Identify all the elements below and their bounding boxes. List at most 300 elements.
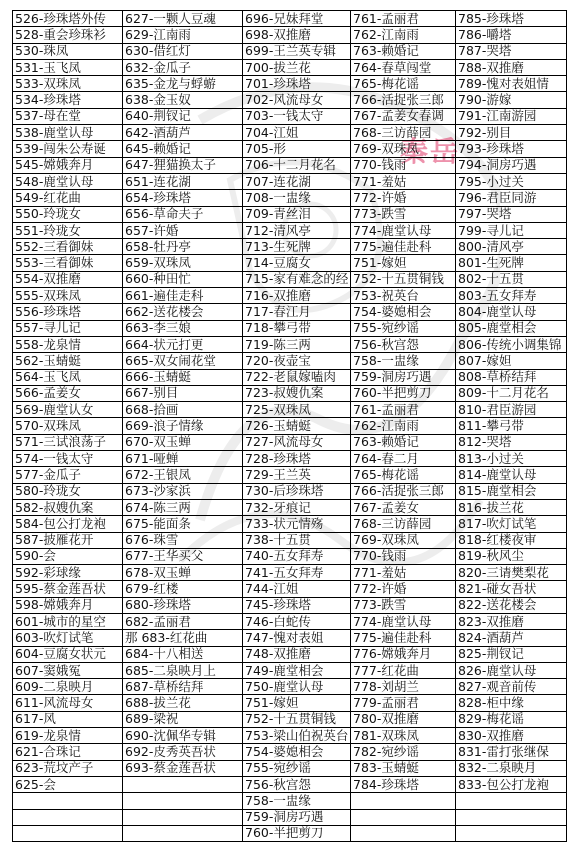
table-cell: 534-珍珠塔 — [13, 92, 123, 108]
table-cell: 698-双推磨 — [243, 27, 351, 43]
table-cell: 629-江南雨 — [123, 27, 243, 43]
table-cell: 756-秋宫怨 — [243, 776, 351, 792]
table-row — [13, 222, 567, 238]
table-cell: 702-风流母女 — [243, 92, 351, 108]
table-cell: 545-嫦娥奔月 — [13, 157, 123, 173]
table-cell: 759-洞房巧遇 — [243, 809, 351, 825]
table-cell: 682-孟丽君 — [123, 613, 243, 629]
table-cell: 669-浪子情缘 — [123, 418, 243, 434]
table-cell: 537-母在堂 — [13, 108, 123, 124]
table-cell: 755-宛纱谣 — [243, 760, 351, 776]
table-cell: 833-包公打龙袍 — [456, 776, 567, 792]
table-cell: 755-宛纱谣 — [351, 320, 456, 336]
table-row — [13, 239, 567, 255]
table-cell: 812-哭塔 — [456, 434, 567, 450]
table-cell: 668-拾画 — [123, 402, 243, 418]
table-cell: 758-一盅缘 — [351, 353, 456, 369]
table-cell: 799-寻儿记 — [456, 222, 567, 238]
table-cell: 760-半把剪刀 — [351, 385, 456, 401]
table-cell: 797-哭塔 — [456, 206, 567, 222]
table-cell: 680-珍珠塔 — [123, 597, 243, 613]
table-cell: 759-洞房巧遇 — [351, 369, 456, 385]
table-cell: 570-双珠凤 — [13, 418, 123, 434]
table-cell: 587-披雁花开 — [13, 532, 123, 548]
table-cell: 758-一盅缘 — [243, 793, 351, 809]
table-cell: 693-蔡金莲吾状 — [123, 760, 243, 776]
table-row — [13, 662, 567, 678]
table-cell: 756-秋宫怨 — [351, 336, 456, 352]
table-cell: 675-能面条 — [123, 516, 243, 532]
table-cell: 708-一盅缘 — [243, 190, 351, 206]
table-row — [13, 336, 567, 352]
table-cell: 645-赖婚记 — [123, 141, 243, 157]
table-cell: 816-拔兰花 — [456, 499, 567, 515]
table-cell: 810-君臣游园 — [456, 402, 567, 418]
table-row — [13, 11, 567, 27]
table-cell: 820-三请樊梨花 — [456, 565, 567, 581]
table-cell: 754-婆媳相会 — [351, 304, 456, 320]
table-cell: 619-龙泉情 — [13, 728, 123, 744]
table-cell: 822-送花楼会 — [456, 597, 567, 613]
table-cell: 763-赖婚记 — [351, 434, 456, 450]
table-cell: 729-王兰英 — [243, 467, 351, 483]
table-row — [13, 646, 567, 662]
table-cell: 696-兄妹拜堂 — [243, 11, 351, 27]
table-cell: 764-春二月 — [351, 451, 456, 467]
table-cell: 728-珍珠塔 — [243, 451, 351, 467]
table-cell: 747-愧对表姐 — [243, 630, 351, 646]
table-cell: 725-双珠凤 — [243, 402, 351, 418]
table-cell: 723-叔嫂仇案 — [243, 385, 351, 401]
table-cell: 726-玉蜻蜓 — [243, 418, 351, 434]
table-cell — [123, 825, 243, 841]
table-cell: 684-十八相送 — [123, 646, 243, 662]
table-row — [13, 369, 567, 385]
table-cell: 582-叔嫂仇案 — [13, 499, 123, 515]
table-cell — [351, 825, 456, 841]
table-cell: 673-沙家浜 — [123, 483, 243, 499]
table-cell: 526-珍珠塔外传 — [13, 11, 123, 27]
table-cell: 781-双珠凤 — [351, 728, 456, 744]
table-cell: 603-吹灯试笔 — [13, 630, 123, 646]
table-cell: 790-游嫁 — [456, 92, 567, 108]
table-cell: 663-李三娘 — [123, 320, 243, 336]
table-cell: 592-彩球缘 — [13, 565, 123, 581]
table-cell: 771-羞姑 — [351, 565, 456, 581]
watermark-stamp: 秦岳 — [400, 135, 461, 168]
table-row — [13, 532, 567, 548]
table-cell: 752-十五贯铜钱 — [243, 711, 351, 727]
table-cell: 821-碰女吾状 — [456, 581, 567, 597]
table-cell — [13, 825, 123, 841]
table-cell: 730-后珍珠塔 — [243, 483, 351, 499]
table-cell: 621-合珠记 — [13, 744, 123, 760]
table-cell: 766-活捉张三郎 — [351, 92, 456, 108]
table-cell: 713-生死牌 — [243, 239, 351, 255]
table-cell: 549-红花曲 — [13, 190, 123, 206]
table-cell: 752-十五贯铜钱 — [351, 271, 456, 287]
table-cell: 719-陈三两 — [243, 336, 351, 352]
table-row — [13, 418, 567, 434]
table-row — [13, 402, 567, 418]
table-cell: 814-鹿堂认母 — [456, 467, 567, 483]
table-cell: 552-三看御妹 — [13, 239, 123, 255]
table-cell: 566-孟姜女 — [13, 385, 123, 401]
table-cell: 830-双推磨 — [456, 728, 567, 744]
table-cell: 785-珍珠塔 — [456, 11, 567, 27]
table-cell: 789-愧对表姐情 — [456, 76, 567, 92]
table-cell: 826-鹿堂认母 — [456, 662, 567, 678]
table-cell: 716-双推磨 — [243, 288, 351, 304]
table-cell: 782-宛纱谣 — [351, 744, 456, 760]
table-cell: 642-酒葫芦 — [123, 125, 243, 141]
table-row — [13, 255, 567, 271]
table-cell: 657-许婚 — [123, 222, 243, 238]
table-row — [13, 728, 567, 744]
table-cell: 784-珍珠塔 — [351, 776, 456, 792]
table-row — [13, 271, 567, 287]
table-cell: 764-春草闯堂 — [351, 59, 456, 75]
table-cell: 791-江南游园 — [456, 108, 567, 124]
table-cell: 776-嫦娥奔月 — [351, 646, 456, 662]
table-cell: 718-攀弓带 — [243, 320, 351, 336]
table-cell: 771-羞姑 — [351, 173, 456, 189]
table-row — [13, 108, 567, 124]
table-cell: 761-孟丽君 — [351, 11, 456, 27]
table-row — [13, 613, 567, 629]
table-cell: 664-状元打更 — [123, 336, 243, 352]
table-cell: 751-嫁妲 — [351, 255, 456, 271]
table-cell: 700-拔兰花 — [243, 59, 351, 75]
table-cell: 770-钱雨 — [351, 157, 456, 173]
table-cell: 554-双推磨 — [13, 271, 123, 287]
table-cell: 580-玲珑女 — [13, 483, 123, 499]
table-cell: 555-双珠凤 — [13, 288, 123, 304]
table-row — [13, 581, 567, 597]
table-cell: 617-风 — [13, 711, 123, 727]
table-cell: 609-二泉映月 — [13, 679, 123, 695]
table-cell: 773-跌雪 — [351, 206, 456, 222]
table-cell: 551-玲珑女 — [13, 222, 123, 238]
table-cell: 714-豆腐女 — [243, 255, 351, 271]
table-cell: 795-小过关 — [456, 173, 567, 189]
table-cell: 720-夜壶宝 — [243, 353, 351, 369]
table-cell: 738-十五贯 — [243, 532, 351, 548]
table-cell: 625-会 — [13, 776, 123, 792]
table-cell: 712-清风亭 — [243, 222, 351, 238]
table-cell: 767-孟姜女 — [351, 499, 456, 515]
table-cell: 533-双珠凤 — [13, 76, 123, 92]
table-cell: 825-荆钗记 — [456, 646, 567, 662]
table-cell: 658-牡丹亭 — [123, 239, 243, 255]
table-cell: 611-风流母女 — [13, 695, 123, 711]
table-cell: 775-遍佳赴科 — [351, 239, 456, 255]
table-cell: 754-婆媳相会 — [243, 744, 351, 760]
table-cell: 779-孟丽君 — [351, 695, 456, 711]
table-row — [13, 467, 567, 483]
table-cell: 670-双玉蝉 — [123, 434, 243, 450]
table-cell: 763-赖婚记 — [351, 43, 456, 59]
table-cell: 687-草桥结拜 — [123, 679, 243, 695]
table-row — [13, 76, 567, 92]
table-cell: 623-荒坟产子 — [13, 760, 123, 776]
table-cell: 809-十二月花名 — [456, 385, 567, 401]
table-cell: 665-双女闹花堂 — [123, 353, 243, 369]
table-cell: 753-梁山伯祝英台 — [243, 728, 351, 744]
table-cell: 638-金玉奴 — [123, 92, 243, 108]
table-cell: 824-酒葫芦 — [456, 630, 567, 646]
table-cell: 717-春江月 — [243, 304, 351, 320]
table-cell: 627-一颗人豆魂 — [123, 11, 243, 27]
table-cell: 722-老鼠嫁嗑肉 — [243, 369, 351, 385]
table-cell: 689-梁祝 — [123, 711, 243, 727]
table-cell: 818-红楼夜审 — [456, 532, 567, 548]
table-cell: 787-哭塔 — [456, 43, 567, 59]
table-cell: 760-半把剪刀 — [243, 825, 351, 841]
table-row — [13, 695, 567, 711]
table-cell: 699-王兰英专辑 — [243, 43, 351, 59]
table-cell: 815-鹿堂相会 — [456, 483, 567, 499]
table-cell: 539-闯朱公寿诞 — [13, 141, 123, 157]
table-cell: 654-珍珠塔 — [123, 190, 243, 206]
table-cell: 548-鹿堂认母 — [13, 173, 123, 189]
table-cell: 595-蔡金莲吾状 — [13, 581, 123, 597]
table-cell: 768-三访薛园 — [351, 125, 456, 141]
table-cell: 828-柜中缘 — [456, 695, 567, 711]
table-cell: 823-双推磨 — [456, 613, 567, 629]
table-cell: 783-玉蜻蜓 — [351, 760, 456, 776]
table-cell: 703-一钱太守 — [243, 108, 351, 124]
table-row — [13, 451, 567, 467]
table-cell: 651-连花湖 — [123, 173, 243, 189]
table-cell: 661-遍佳走科 — [123, 288, 243, 304]
table-cell: 765-梅花谣 — [351, 76, 456, 92]
table-row — [13, 92, 567, 108]
table-row — [13, 630, 567, 646]
table-cell: 802-十五贯 — [456, 271, 567, 287]
table-cell: 564-玉飞凤 — [13, 369, 123, 385]
table-cell — [351, 809, 456, 825]
table-cell: 607-窦娥冤 — [13, 662, 123, 678]
table-cell: 732-牙痕记 — [243, 499, 351, 515]
table-cell — [456, 793, 567, 809]
table-row — [13, 288, 567, 304]
table-row — [13, 320, 567, 336]
table-cell: 659-双珠凤 — [123, 255, 243, 271]
table-row — [13, 304, 567, 320]
table-cell: 688-拔兰花 — [123, 695, 243, 711]
table-cell: 768-三访薛园 — [351, 516, 456, 532]
table-row — [13, 825, 567, 841]
table-cell: 793-珍珠塔 — [456, 141, 567, 157]
table-row — [13, 59, 567, 75]
table-cell: 780-双推磨 — [351, 711, 456, 727]
table-cell: 553-三看御妹 — [13, 255, 123, 271]
table-row — [13, 809, 567, 825]
table-cell: 569-鹿堂认女 — [13, 402, 123, 418]
table-cell: 666-玉蜻蜓 — [123, 369, 243, 385]
table-cell: 745-珍珠塔 — [243, 597, 351, 613]
table-row — [13, 434, 567, 450]
table-row — [13, 206, 567, 222]
table-cell: 677-王华买父 — [123, 548, 243, 564]
table-cell: 656-草命夫子 — [123, 206, 243, 222]
table-cell: 762-江南雨 — [351, 27, 456, 43]
table-cell: 805-鹿堂相会 — [456, 320, 567, 336]
table-cell: 744-江姐 — [243, 581, 351, 597]
table-cell: 796-君臣同游 — [456, 190, 567, 206]
table-cell: 769-双珠凤 — [351, 532, 456, 548]
table-cell: 762-江南雨 — [351, 418, 456, 434]
table-cell — [456, 809, 567, 825]
table-cell: 772-许婚 — [351, 190, 456, 206]
table-cell: 704-江姐 — [243, 125, 351, 141]
table-row — [13, 141, 567, 157]
table-cell: 678-双玉蝉 — [123, 565, 243, 581]
table-cell: 794-洞房巧遇 — [456, 157, 567, 173]
table-cell: 590-会 — [13, 548, 123, 564]
table-cell: 819-秋风尘 — [456, 548, 567, 564]
table-cell: 832-二泉映月 — [456, 760, 567, 776]
table-cell: 538-鹿堂认母 — [13, 125, 123, 141]
table-cell: 630-借红灯 — [123, 43, 243, 59]
table-cell — [123, 793, 243, 809]
table-row — [13, 190, 567, 206]
table-cell: 808-草桥结拜 — [456, 369, 567, 385]
table-cell: 709-青丝泪 — [243, 206, 351, 222]
table-cell: 674-陈三两 — [123, 499, 243, 515]
table-cell: 601-城市的星空 — [13, 613, 123, 629]
table-cell: 753-祝英台 — [351, 288, 456, 304]
table-cell: 685-二泉映月上 — [123, 662, 243, 678]
table-cell: 772-许婚 — [351, 581, 456, 597]
table-cell: 671-哑蝉 — [123, 451, 243, 467]
table-row — [13, 483, 567, 499]
table-cell — [456, 825, 567, 841]
table-cell: 769-双珠凤 — [351, 141, 456, 157]
table-cell: 662-送花楼会 — [123, 304, 243, 320]
table-row — [13, 516, 567, 532]
table-cell: 786-嚼塔 — [456, 27, 567, 43]
table-row — [13, 565, 567, 581]
table-cell: 774-鹿堂认母 — [351, 222, 456, 238]
table-cell: 807-嫁妲 — [456, 353, 567, 369]
table-cell: 557-寻儿记 — [13, 320, 123, 336]
table-cell — [13, 809, 123, 825]
table-cell: 531-玉飞凤 — [13, 59, 123, 75]
table-cell: 571-三试浪荡子 — [13, 434, 123, 450]
table-row — [13, 125, 567, 141]
table-cell: 813-小过关 — [456, 451, 567, 467]
table-cell: 660-种田忙 — [123, 271, 243, 287]
table-cell: 635-金龙与蜉蝣 — [123, 76, 243, 92]
table-cell — [123, 809, 243, 825]
table-cell: 778-刘胡兰 — [351, 679, 456, 695]
table-cell: 801-生死牌 — [456, 255, 567, 271]
table-cell — [351, 793, 456, 809]
table-cell: 574-一钱太守 — [13, 451, 123, 467]
table-cell: 792-别目 — [456, 125, 567, 141]
table-cell: 632-金瓜子 — [123, 59, 243, 75]
table-cell: 751-嫁妲 — [243, 695, 351, 711]
table-row — [13, 157, 567, 173]
table-cell: 767-孟姜女春调 — [351, 108, 456, 124]
table-cell: 701-珍珠塔 — [243, 76, 351, 92]
table-cell: 640-荆钗记 — [123, 108, 243, 124]
table-cell: 774-鹿堂认母 — [351, 613, 456, 629]
table-cell: 817-吹灯试笔 — [456, 516, 567, 532]
table-row — [13, 711, 567, 727]
table-cell: 788-双推磨 — [456, 59, 567, 75]
table-cell: 750-鹿堂认母 — [243, 679, 351, 695]
table-cell: 766-活捉张三郎 — [351, 483, 456, 499]
table-cell: 530-珠凤 — [13, 43, 123, 59]
table-cell: 679-红楼 — [123, 581, 243, 597]
table-cell: 741-五女拜寿 — [243, 565, 351, 581]
table-cell: 558-龙泉情 — [13, 336, 123, 352]
table-cell: 829-梅花谣 — [456, 711, 567, 727]
table-cell: 676-珠雪 — [123, 532, 243, 548]
table-cell: 690-沈佩华专辑 — [123, 728, 243, 744]
table-cell: 746-白蛇传 — [243, 613, 351, 629]
table-cell: 803-五女拜寿 — [456, 288, 567, 304]
table-row — [13, 679, 567, 695]
table-cell: 777-红花曲 — [351, 662, 456, 678]
table-row — [13, 43, 567, 59]
table-cell: 765-梅花谣 — [351, 467, 456, 483]
table-row — [13, 548, 567, 564]
table-cell: 800-清风亭 — [456, 239, 567, 255]
table-cell: 773-跌雪 — [351, 597, 456, 613]
table-row — [13, 760, 567, 776]
table-cell: 775-遍佳赴科 — [351, 630, 456, 646]
table-cell: 672-王银凤 — [123, 467, 243, 483]
table-cell: 733-状元情殇 — [243, 516, 351, 532]
table-cell: 577-金瓜子 — [13, 467, 123, 483]
table-row — [13, 793, 567, 809]
table-row — [13, 353, 567, 369]
table-cell: 598-嫦娥奔月 — [13, 597, 123, 613]
table-cell: 707-连花湖 — [243, 173, 351, 189]
table-cell: 748-双推磨 — [243, 646, 351, 662]
table-row — [13, 27, 567, 43]
table-cell: 806-传统小调集锦 — [456, 336, 567, 352]
table-cell — [13, 793, 123, 809]
table-row — [13, 776, 567, 792]
table-cell: 562-玉蜻蜓 — [13, 353, 123, 369]
table-row — [13, 744, 567, 760]
table-cell: 692-皮秀英吾状 — [123, 744, 243, 760]
table-cell: 761-孟丽君 — [351, 402, 456, 418]
table-cell: 556-珍珠塔 — [13, 304, 123, 320]
table-cell: 770-钱雨 — [351, 548, 456, 564]
table-cell: 706-十二月花名 — [243, 157, 351, 173]
table-cell: 804-鹿堂认母 — [456, 304, 567, 320]
table-row — [13, 499, 567, 515]
table-cell: 811-攀弓带 — [456, 418, 567, 434]
table-row — [13, 173, 567, 189]
table-cell: 528-重会珍珠衫 — [13, 27, 123, 43]
table-cell: 604-豆腐女状元 — [13, 646, 123, 662]
table-cell — [123, 776, 243, 792]
table-cell: 那 683-红花曲 — [123, 630, 243, 646]
table-cell: 715-家有难念的经 — [243, 271, 351, 287]
table-row — [13, 385, 567, 401]
table-cell: 705-形 — [243, 141, 351, 157]
table-cell: 827-观音前传 — [456, 679, 567, 695]
table-cell: 584-包公打龙袍 — [13, 516, 123, 532]
table-row — [13, 597, 567, 613]
